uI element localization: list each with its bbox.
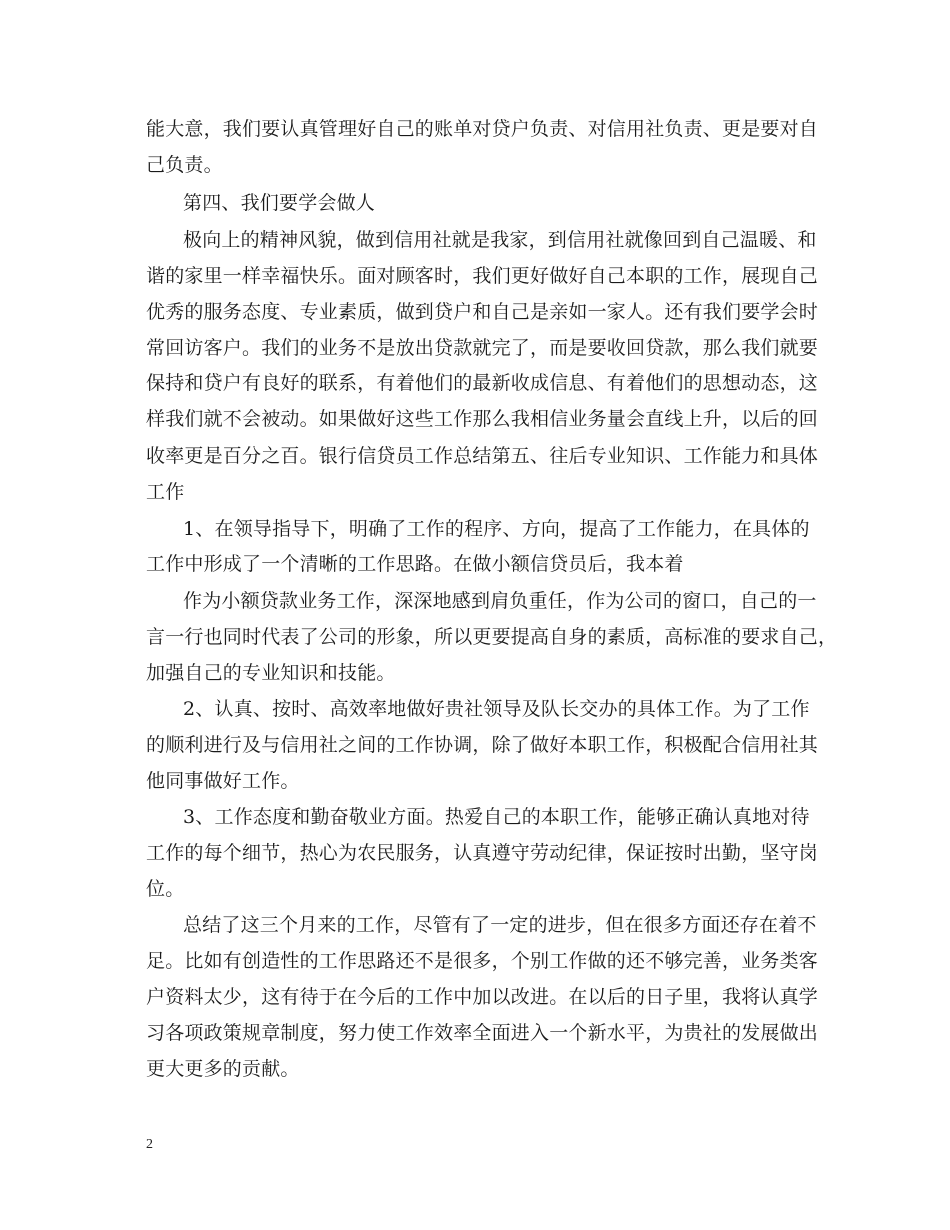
text-line: 位。 [146, 878, 185, 900]
text-line: 他同事做好工作。 [146, 770, 300, 792]
text-line: 的顺利进行及与信用社之间的工作协调，除了做好本职工作，积极配合信用社其 [146, 734, 819, 756]
text-line: 优秀的服务态度、专业素质，做到贷户和自己是亲如一家人。还有我们要学会时 [146, 301, 819, 323]
text-line: 收率更是百分之百。银行信贷员工作总结第五、往后专业知识、工作能力和具体 [146, 445, 819, 467]
text-line: 2、认真、按时、高效率地做好贵社领导及队长交办的具体工作。为了工作 [183, 698, 810, 720]
text-line: 己负责。 [146, 154, 223, 176]
text-line: 更大更多的贡献。 [146, 1058, 300, 1080]
text-line: 极向上的精神风貌，做到信用社就是我家，到信用社就像回到自己温暖、和 [183, 229, 817, 251]
text-line: 习各项政策规章制度，努力使工作效率全面进入一个新水平，为贵社的发展做出 [146, 1022, 819, 1044]
text-line: 工作的每个细节，热心为农民服务，认真遵守劳动纪律，保证按时出勤，坚守岗 [146, 842, 819, 864]
text-line: 总结了这三个月来的工作，尽管有了一定的进步，但在很多方面还存在着不 [183, 914, 817, 936]
text-line: 工作中形成了一个清晰的工作思路。在做小额信贷员后，我本着 [146, 553, 684, 575]
text-line: 常回访客户。我们的业务不是放出贷款就完了，而是要收回贷款，那么我们就要 [146, 337, 819, 359]
text-line: 保持和贷户有良好的联系，有着他们的最新收成信息、有着他们的思想动态，这 [146, 372, 819, 394]
text-line: 加强自己的专业知识和技能。 [146, 662, 396, 684]
text-line: 户资料太少，这有待于在今后的工作中加以改进。在以后的日子里，我将认真学 [146, 986, 819, 1008]
text-line: 3、工作态度和勤奋敬业方面。热爱自己的本职工作，能够正确认真地对待 [183, 806, 810, 828]
text-line: 工作 [146, 481, 185, 503]
text-line: 1、在领导指导下，明确了工作的程序、方向，提高了工作能力，在具体的 [183, 518, 810, 540]
text-line: 作为小额贷款业务工作，深深地感到肩负重任，作为公司的窗口，自己的一 [183, 590, 817, 612]
text-line: 样我们就不会被动。如果做好这些工作那么我相信业务量会直线上升，以后的回 [146, 408, 819, 430]
section-heading: 第四、我们要学会做人 [183, 192, 376, 214]
text-line: 谐的家里一样幸福快乐。面对顾客时，我们更好做好自己本职的工作，展现自己 [146, 265, 819, 287]
text-line: 能大意，我们要认真管理好自己的账单对贷户负责、对信用社负责、更是要对自 [146, 118, 819, 140]
page-number: 2 [146, 1137, 153, 1152]
text-line: 言一行也同时代表了公司的形象，所以更要提高自身的素质，高标准的要求自己， [146, 626, 838, 648]
text-line: 足。比如有创造性的工作思路还不是很多，个别工作做的还不够完善，业务类客 [146, 950, 819, 972]
